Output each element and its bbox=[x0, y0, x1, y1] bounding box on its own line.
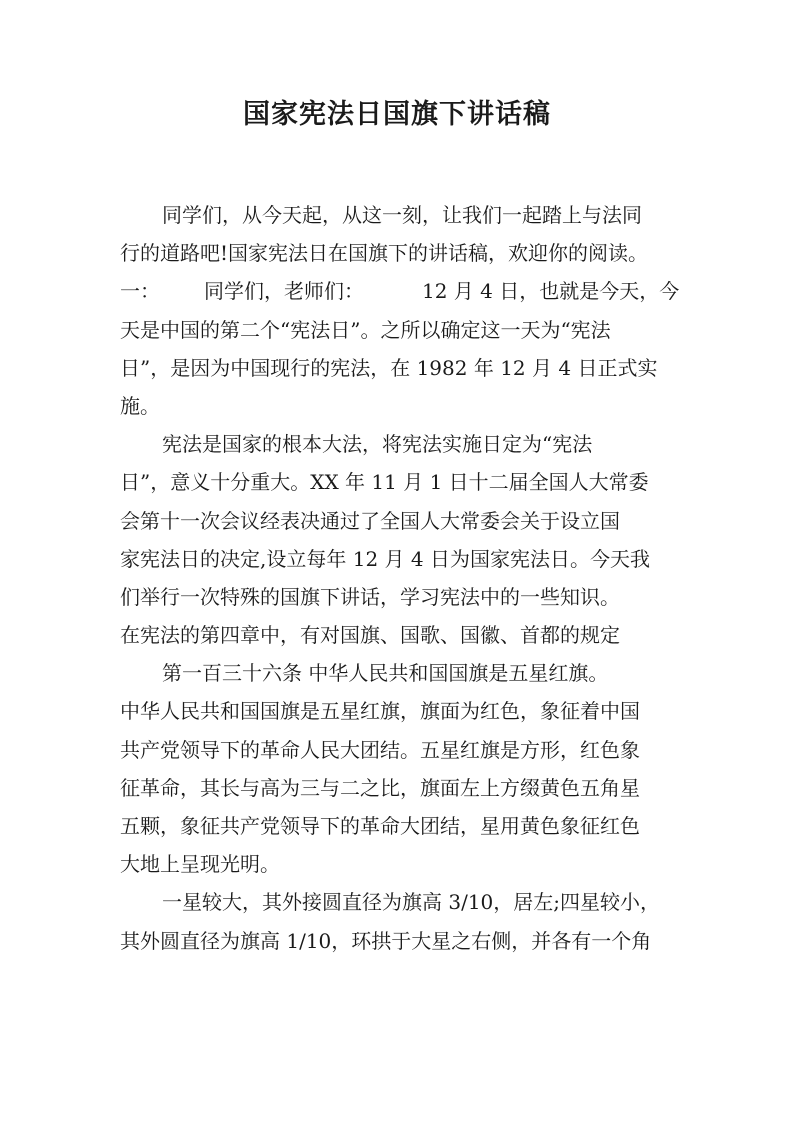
paragraph-line: 征革命，其长与高为三与二之比，旗面左上方缀黄色五角星 bbox=[120, 775, 640, 800]
paragraph-line: 第一百三十六条 中华人民共和国国旗是五星红旗。 bbox=[162, 661, 609, 686]
paragraph-line: 其外圆直径为旗高 1/10，环拱于大星之右侧，并各有一个角 bbox=[120, 928, 652, 953]
document-body bbox=[120, 196, 680, 960]
paragraph-line bbox=[120, 272, 680, 310]
paragraph-line: 五颗，象征共产党领导下的革命大团结，星用黄色象征红色 bbox=[120, 814, 640, 838]
paragraph-line: 行的道路吧!国家宪法日在国旗下的讲话稿，欢迎你的阅读。 bbox=[120, 241, 649, 266]
paragraph-line: 日”，意义十分重大。XX 年 11 月 1 日十二届全国人大常委 bbox=[120, 470, 649, 495]
paragraph-line: 会第十一次会议经表决通过了全国人大常委会关于设立国 bbox=[120, 508, 620, 533]
paragraph-line: 一星较大，其外接圆直径为旗高 3/10，居左;四星较小， bbox=[162, 890, 661, 915]
paragraph-line: 在宪法的第四章中，有对国旗、国歌、国徽、首都的规定 bbox=[120, 623, 620, 648]
paragraph-line: 中华人民共和国国旗是五星红旗，旗面为红色，象征着中国 bbox=[120, 699, 640, 724]
paragraph-line: 天是中国的第二个“宪法日”。之所以确定这一天为“宪法 bbox=[120, 317, 611, 342]
date-text: 12 月 4 日，也就是今天，今 bbox=[422, 279, 680, 304]
section-label: 一： bbox=[120, 279, 160, 304]
paragraph-line: 们举行一次特殊的国旗下讲话，学习宪法中的一些知识。 bbox=[120, 584, 620, 609]
paragraph-line: 家宪法日的决定,设立每年 12 月 4 日为国家宪法日。今天我 bbox=[120, 546, 650, 571]
paragraph-line: 共产党领导下的革命人民大团结。五星红旗是方形，红色象 bbox=[120, 737, 640, 762]
greeting-text: 同学们，老师们： bbox=[204, 279, 364, 304]
paragraph-line: 同学们，从今天起，从这一刻，让我们一起踏上与法同 bbox=[162, 203, 642, 227]
paragraph-line: 大地上呈现光明。 bbox=[120, 852, 280, 877]
paragraph-line: 宪法是国家的根本大法，将宪法实施日定为“宪法 bbox=[162, 432, 593, 457]
paragraph-line: 施。 bbox=[120, 393, 160, 418]
paragraph-line: 日”，是因为中国现行的宪法，在 1982 年 12 月 4 日正式实 bbox=[120, 355, 658, 380]
document-title: 国家宪法日国旗下讲话稿 bbox=[243, 99, 551, 130]
